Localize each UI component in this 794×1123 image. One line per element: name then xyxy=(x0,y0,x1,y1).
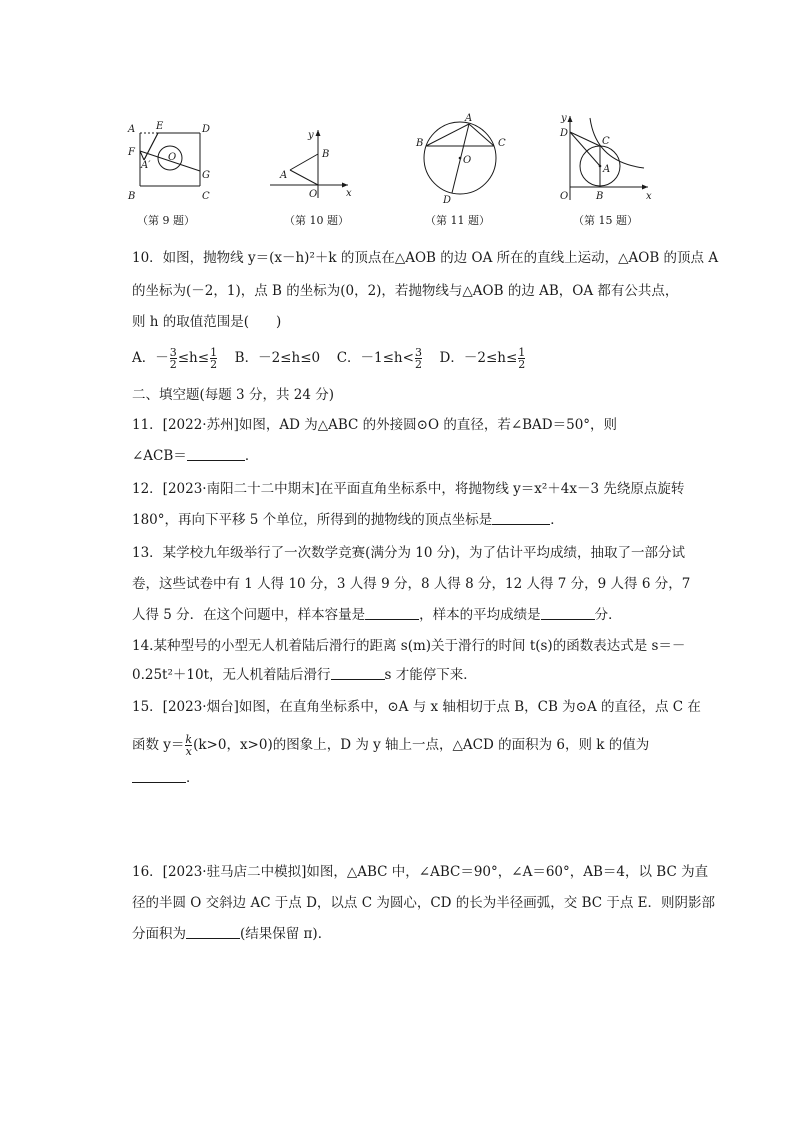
q15-frac-k-over-x: $\frac{k}{x}$ xyxy=(185,733,193,758)
q11-line-1: 11．[2022·苏州]如图，AD 为△ABC 的外接圆⊙O 的直径，若∠BAD＝50°，则 xyxy=(132,417,618,433)
q10-line-1: 10．如图，抛物线 y＝(x－h)²＋k 的顶点在△AOB 的边 OA 所在的直线上运动，△AOB 的顶点 A xyxy=(132,250,719,266)
q10-c-frac: $\frac{3}{2}$ xyxy=(414,346,422,371)
fig11-label-O: O xyxy=(463,155,472,166)
q13-answer-blank-1[interactable] xyxy=(365,606,419,620)
fig11-label-A: A xyxy=(465,113,473,124)
q10-option-b[interactable]: B．－2≤h≤0 xyxy=(234,350,321,366)
figure-15-diagram xyxy=(552,110,662,210)
figure-15 xyxy=(552,110,662,210)
q13-line-3: 人得 5 分．在这个问题中，样本容量是 ，样本的平均成绩是 分． xyxy=(132,607,622,623)
q16-line-3: 分面积为 (结果保留 π)． xyxy=(132,926,332,942)
fig9-label-A1: A′ xyxy=(141,160,151,171)
figure-10 xyxy=(262,118,362,208)
fig15-label-C: C xyxy=(602,136,610,147)
fig10-label-O: O xyxy=(309,189,318,200)
q11-line-2: ∠ACB＝ ． xyxy=(132,448,259,464)
q15-line-1: 15．[2023·烟台]如图，在直角坐标系中，⊙A 与 x 轴相切于点 B，CB 为⊙A 的直径，点 C 在 xyxy=(132,699,701,715)
fig15-label-x: x xyxy=(646,191,652,202)
q10-line-2: 的坐标为(－2，1)，点 B 的坐标为(0，2)，若抛物线与△AOB 的边 AB，OA 都有公共点， xyxy=(132,283,679,299)
fig11-label-D: D xyxy=(443,195,452,206)
q16-line-1: 16．[2023·驻马店二中模拟]如图，△ABC 中，∠ABC＝90°，∠A＝60°，AB＝4，以 BC 为直 xyxy=(132,864,709,880)
figure-10-diagram xyxy=(262,118,362,208)
fig15-label-D: D xyxy=(560,128,569,139)
q14-line-1: 14.某种型号的小型无人机着陆后滑行的距离 s(m)关于滑行的时间 t(s)的函数表达式是 s＝－ xyxy=(132,638,686,654)
fig9-label-F: F xyxy=(128,147,135,158)
q10-options xyxy=(132,347,526,370)
q12-line-2: 180°，再向下平移 5 个单位，所得到的抛物线的顶点坐标是 ． xyxy=(132,512,564,528)
figure-15-caption: （第 15 题） xyxy=(573,214,638,227)
q14-answer-blank[interactable] xyxy=(331,666,385,680)
q14-line-2: 0.25t²＋10t，无人机着陆后滑行 s 才能停下来． xyxy=(132,667,477,683)
q10-a-frac-1: $\frac{3}{2}$ xyxy=(169,346,177,371)
figure-9-diagram xyxy=(118,118,218,208)
q15-line-2: 函数 y＝ $\frac{k}{x}$ (k>0，x>0)的图象上，D 为 y 轴上一点，△ACD 的面积为 6，则 k 的值为 xyxy=(132,733,650,758)
fig10-label-B: B xyxy=(322,149,330,160)
fig9-label-B: B xyxy=(128,191,136,202)
q10-d-frac: $\frac{1}{2}$ xyxy=(518,346,526,371)
fig10-label-y: y xyxy=(308,130,314,141)
q10-option-a[interactable]: A．－ $\frac{3}{2}$ ≤h≤ $\frac{1}{2}$ xyxy=(132,346,218,371)
fig9-label-E: E xyxy=(156,121,164,132)
figure-11 xyxy=(408,110,508,206)
figure-9 xyxy=(118,118,218,208)
fig9-label-O: O xyxy=(168,152,177,163)
fig9-label-D: D xyxy=(202,124,211,135)
q15-line-3: ． xyxy=(132,769,200,787)
fig11-label-C: C xyxy=(498,138,506,149)
section-2-heading: 二、填空题(每题 3 分，共 24 分) xyxy=(132,387,334,403)
fig9-label-A: A xyxy=(128,124,136,135)
figure-11-diagram xyxy=(408,110,508,206)
fig15-label-O: O xyxy=(560,191,569,202)
q10-line-3: 则 h 的取值范围是( ) xyxy=(132,314,282,330)
q13-answer-blank-2[interactable] xyxy=(541,606,595,620)
fig9-label-C: C xyxy=(202,191,210,202)
q16-answer-blank[interactable] xyxy=(186,925,240,939)
fig15-label-B: B xyxy=(596,191,604,202)
fig11-label-B: B xyxy=(416,138,424,149)
q12-line-1: 12．[2023·南阳二十二中期末]在平面直角坐标系中，将抛物线 y＝x²＋4x－3 先绕原点旋转 xyxy=(132,481,685,497)
figure-9-caption: （第 9 题） xyxy=(137,214,195,227)
q16-line-2: 径的半圆 O 交斜边 AC 于点 D，以点 C 为圆心，CD 的长为半径画弧，交 BC 于点 E．则阴影部 xyxy=(132,895,716,911)
fig10-label-A: A xyxy=(280,170,288,181)
figure-10-caption: （第 10 题） xyxy=(284,214,349,227)
fig15-label-y: y xyxy=(561,113,567,124)
q10-a-frac-2: $\frac{1}{2}$ xyxy=(210,346,218,371)
q15-answer-blank[interactable] xyxy=(132,769,186,783)
q10-option-c[interactable]: C．－1≤h< $\frac{3}{2}$ xyxy=(336,346,422,371)
figure-11-caption: （第 11 题） xyxy=(425,214,490,227)
q10-option-d[interactable]: D．－2≤h≤ $\frac{1}{2}$ xyxy=(439,346,526,371)
q11-answer-blank[interactable] xyxy=(187,447,245,461)
fig9-label-G: G xyxy=(202,170,210,181)
q12-answer-blank[interactable] xyxy=(492,511,550,525)
fig10-label-x: x xyxy=(346,188,352,199)
q13-line-2: 卷，这些试卷中有 1 人得 10 分，3 人得 9 分，8 人得 8 分，12 人得 7 分，9 人得 6 分，7 xyxy=(132,576,691,592)
fig15-label-A: A xyxy=(603,164,611,175)
q13-line-1: 13．某学校九年级举行了一次数学竞赛(满分为 10 分)，为了估计平均成绩，抽取了一部分试 xyxy=(132,545,685,561)
